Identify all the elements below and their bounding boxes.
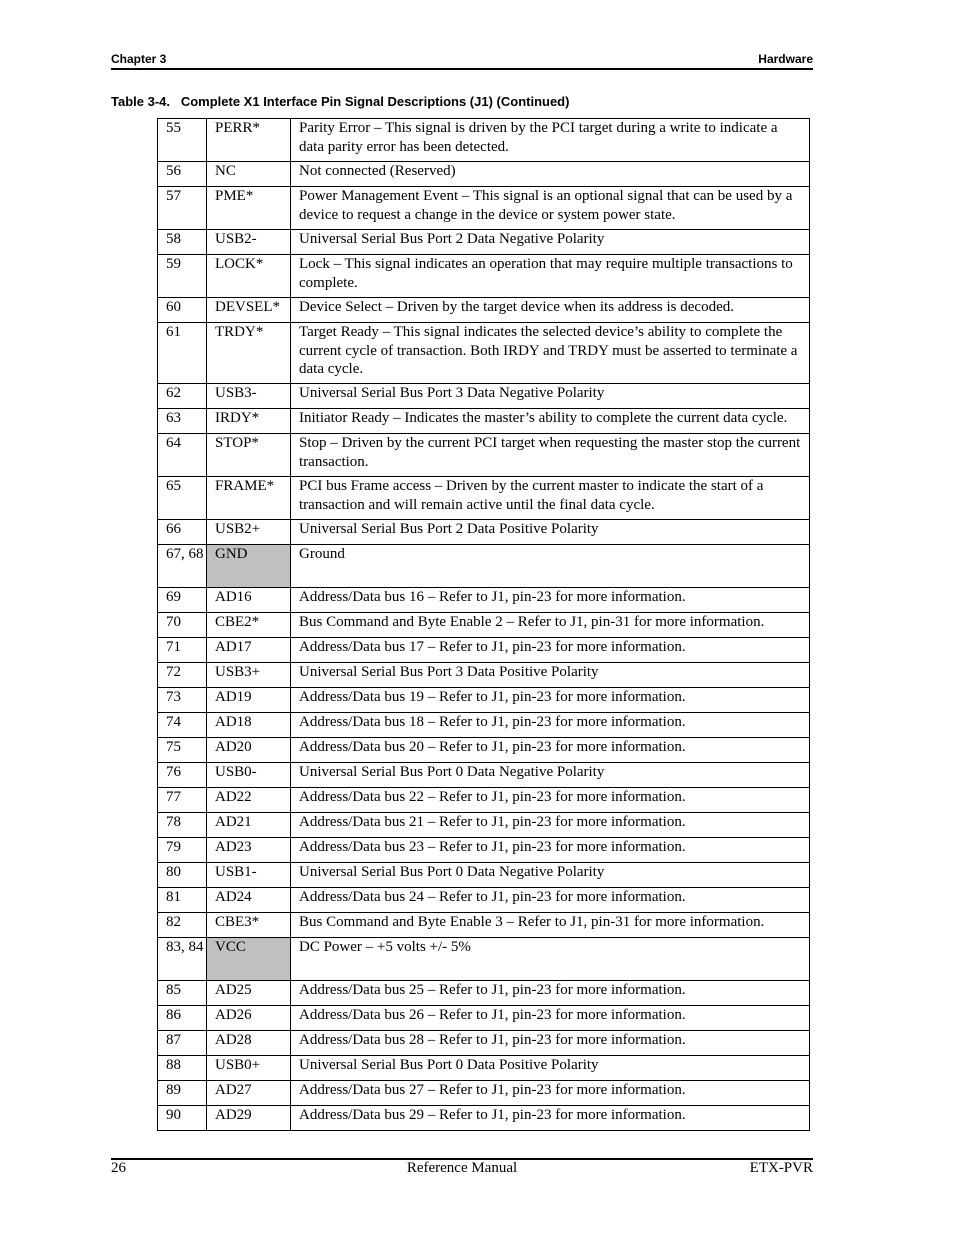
description-cell: Universal Serial Bus Port 2 Data Positive Polarity	[291, 520, 810, 545]
description-cell: Universal Serial Bus Port 3 Data Negative Polarity	[291, 384, 810, 409]
table-row	[158, 763, 810, 788]
pin-number-cell: 65	[158, 477, 207, 520]
signal-name-cell: AD18	[207, 713, 291, 738]
description-cell: Address/Data bus 22 – Refer to J1, pin-23 for more information.	[291, 788, 810, 813]
description-cell: Lock – This signal indicates an operation that may require multiple transactions to complete.	[291, 255, 810, 298]
manual-title: Reference Manual	[406, 1160, 518, 1176]
description-cell: Address/Data bus 26 – Refer to J1, pin-23 for more information.	[291, 1006, 810, 1031]
signal-name-cell: AD25	[207, 981, 291, 1006]
pin-number-cell: 64	[158, 434, 207, 477]
chapter-label: Chapter 3	[111, 52, 167, 66]
description-cell: Bus Command and Byte Enable 2 – Refer to J1, pin-31 for more information.	[291, 613, 810, 638]
table-row	[158, 981, 810, 1006]
pin-number-cell: 56	[158, 162, 207, 187]
table-row	[158, 738, 810, 763]
table-row	[158, 1106, 810, 1131]
table-row	[158, 713, 810, 738]
description-cell: Address/Data bus 19 – Refer to J1, pin-23 for more information.	[291, 688, 810, 713]
pin-number-cell: 83, 84	[158, 938, 207, 981]
page-header	[111, 52, 813, 68]
signal-name-cell: DEVSEL*	[207, 298, 291, 323]
description-cell: Address/Data bus 23 – Refer to J1, pin-23 for more information.	[291, 838, 810, 863]
signal-name-cell: USB3+	[207, 663, 291, 688]
pin-number-cell: 70	[158, 613, 207, 638]
signal-name-cell: AD26	[207, 1006, 291, 1031]
signal-name-cell: CBE2*	[207, 613, 291, 638]
signal-name-cell: NC	[207, 162, 291, 187]
pin-number-cell: 76	[158, 763, 207, 788]
description-cell: Address/Data bus 27 – Refer to J1, pin-23 for more information.	[291, 1081, 810, 1106]
table-row	[158, 938, 810, 981]
signal-name-cell: AD20	[207, 738, 291, 763]
pin-number-cell: 74	[158, 713, 207, 738]
description-cell: Power Management Event – This signal is an optional signal that can be used by a device to request a change in the device or system power state.	[291, 187, 810, 230]
description-cell: Address/Data bus 16 – Refer to J1, pin-23 for more information.	[291, 588, 810, 613]
table-caption: Table 3-4. Complete X1 Interface Pin Signal Descriptions (J1) (Continued)	[111, 94, 570, 109]
signal-name-cell: LOCK*	[207, 255, 291, 298]
description-cell: Address/Data bus 25 – Refer to J1, pin-23 for more information.	[291, 981, 810, 1006]
pin-number-cell: 75	[158, 738, 207, 763]
description-cell: Address/Data bus 28 – Refer to J1, pin-23 for more information.	[291, 1031, 810, 1056]
table-row	[158, 255, 810, 298]
table-row	[158, 1056, 810, 1081]
pin-number-cell: 85	[158, 981, 207, 1006]
pin-number-cell: 80	[158, 863, 207, 888]
section-label: Hardware	[758, 52, 813, 66]
table-row	[158, 545, 810, 588]
table-row	[158, 384, 810, 409]
description-cell: Universal Serial Bus Port 2 Data Negative Polarity	[291, 230, 810, 255]
signal-name-cell: AD22	[207, 788, 291, 813]
pin-number-cell: 63	[158, 409, 207, 434]
signal-name-cell: USB0-	[207, 763, 291, 788]
signal-name-cell: USB2-	[207, 230, 291, 255]
pin-number-cell: 67, 68	[158, 545, 207, 588]
description-cell: Bus Command and Byte Enable 3 – Refer to J1, pin-31 for more information.	[291, 913, 810, 938]
table-row	[158, 187, 810, 230]
pin-number-cell: 60	[158, 298, 207, 323]
pin-number-cell: 59	[158, 255, 207, 298]
table-row	[158, 613, 810, 638]
pin-number-cell: 81	[158, 888, 207, 913]
table-row	[158, 813, 810, 838]
header-rule	[111, 68, 813, 70]
pin-number-cell: 90	[158, 1106, 207, 1131]
description-cell: Parity Error – This signal is driven by the PCI target during a write to indicate a data parity error has been detected.	[291, 119, 810, 162]
signal-name-cell: GND	[207, 545, 291, 588]
table-row	[158, 323, 810, 384]
signal-name-cell: IRDY*	[207, 409, 291, 434]
pin-number-cell: 88	[158, 1056, 207, 1081]
signal-name-cell: AD28	[207, 1031, 291, 1056]
table-row	[158, 162, 810, 187]
description-cell: Universal Serial Bus Port 3 Data Positive Polarity	[291, 663, 810, 688]
description-cell: Address/Data bus 21 – Refer to J1, pin-23 for more information.	[291, 813, 810, 838]
signal-name-cell: AD19	[207, 688, 291, 713]
pin-number-cell: 73	[158, 688, 207, 713]
table-row	[158, 409, 810, 434]
description-cell: Target Ready – This signal indicates the selected device’s ability to complete the current cycle of transaction. Both IRDY and TRDY must be asserted to terminate a data cycle.	[291, 323, 810, 384]
signal-name-cell: USB3-	[207, 384, 291, 409]
table-row	[158, 477, 810, 520]
description-cell: Universal Serial Bus Port 0 Data Positive Polarity	[291, 1056, 810, 1081]
pin-number-cell: 77	[158, 788, 207, 813]
table-row	[158, 1081, 810, 1106]
page-footer	[111, 1160, 813, 1178]
description-cell: PCI bus Frame access – Driven by the current master to indicate the start of a transaction and will remain active until the final data cycle.	[291, 477, 810, 520]
description-cell: Address/Data bus 29 – Refer to J1, pin-23 for more information.	[291, 1106, 810, 1131]
signal-name-cell: USB0+	[207, 1056, 291, 1081]
signal-name-cell: CBE3*	[207, 913, 291, 938]
table-row	[158, 838, 810, 863]
pin-number-cell: 82	[158, 913, 207, 938]
pin-signal-table	[157, 118, 810, 1131]
pin-number-cell: 86	[158, 1006, 207, 1031]
table-row	[158, 1006, 810, 1031]
description-cell: Device Select – Driven by the target device when its address is decoded.	[291, 298, 810, 323]
pin-number-cell: 79	[158, 838, 207, 863]
signal-name-cell: AD17	[207, 638, 291, 663]
table-row	[158, 688, 810, 713]
table-row	[158, 520, 810, 545]
signal-name-cell: USB1-	[207, 863, 291, 888]
signal-name-cell: PERR*	[207, 119, 291, 162]
description-cell: Stop – Driven by the current PCI target when requesting the master stop the current transaction.	[291, 434, 810, 477]
pin-number-cell: 78	[158, 813, 207, 838]
table-row	[158, 913, 810, 938]
table-row	[158, 788, 810, 813]
table-row	[158, 663, 810, 688]
signal-name-cell: AD21	[207, 813, 291, 838]
signal-name-cell: FRAME*	[207, 477, 291, 520]
description-cell: Not connected (Reserved)	[291, 162, 810, 187]
signal-name-cell: PME*	[207, 187, 291, 230]
table-row	[158, 888, 810, 913]
table-row	[158, 298, 810, 323]
pin-number-cell: 66	[158, 520, 207, 545]
pin-number-cell: 61	[158, 323, 207, 384]
table-row	[158, 638, 810, 663]
table-row	[158, 588, 810, 613]
signal-name-cell: VCC	[207, 938, 291, 981]
product-name: ETX-PVR	[749, 1160, 813, 1176]
pin-number-cell: 87	[158, 1031, 207, 1056]
pin-number-cell: 62	[158, 384, 207, 409]
table-row	[158, 1031, 810, 1056]
description-cell: Address/Data bus 18 – Refer to J1, pin-23 for more information.	[291, 713, 810, 738]
signal-name-cell: AD27	[207, 1081, 291, 1106]
pin-number-cell: 58	[158, 230, 207, 255]
pin-number-cell: 55	[158, 119, 207, 162]
pin-number-cell: 57	[158, 187, 207, 230]
description-cell: Ground	[291, 545, 810, 588]
table-row	[158, 434, 810, 477]
description-cell: Initiator Ready – Indicates the master’s ability to complete the current data cycle.	[291, 409, 810, 434]
pin-number-cell: 89	[158, 1081, 207, 1106]
pin-number-cell: 71	[158, 638, 207, 663]
description-cell: Universal Serial Bus Port 0 Data Negative Polarity	[291, 763, 810, 788]
signal-name-cell: STOP*	[207, 434, 291, 477]
pin-number-cell: 72	[158, 663, 207, 688]
signal-name-cell: TRDY*	[207, 323, 291, 384]
description-cell: Universal Serial Bus Port 0 Data Negative Polarity	[291, 863, 810, 888]
pin-number-cell: 69	[158, 588, 207, 613]
table-row	[158, 863, 810, 888]
description-cell: Address/Data bus 20 – Refer to J1, pin-23 for more information.	[291, 738, 810, 763]
table-row	[158, 230, 810, 255]
signal-name-cell: AD23	[207, 838, 291, 863]
table-row	[158, 119, 810, 162]
signal-name-cell: AD24	[207, 888, 291, 913]
page-number: 26	[111, 1160, 126, 1176]
signal-name-cell: AD16	[207, 588, 291, 613]
description-cell: Address/Data bus 17 – Refer to J1, pin-23 for more information.	[291, 638, 810, 663]
signal-name-cell: USB2+	[207, 520, 291, 545]
description-cell: DC Power – +5 volts +/- 5%	[291, 938, 810, 981]
description-cell: Address/Data bus 24 – Refer to J1, pin-23 for more information.	[291, 888, 810, 913]
signal-name-cell: AD29	[207, 1106, 291, 1131]
